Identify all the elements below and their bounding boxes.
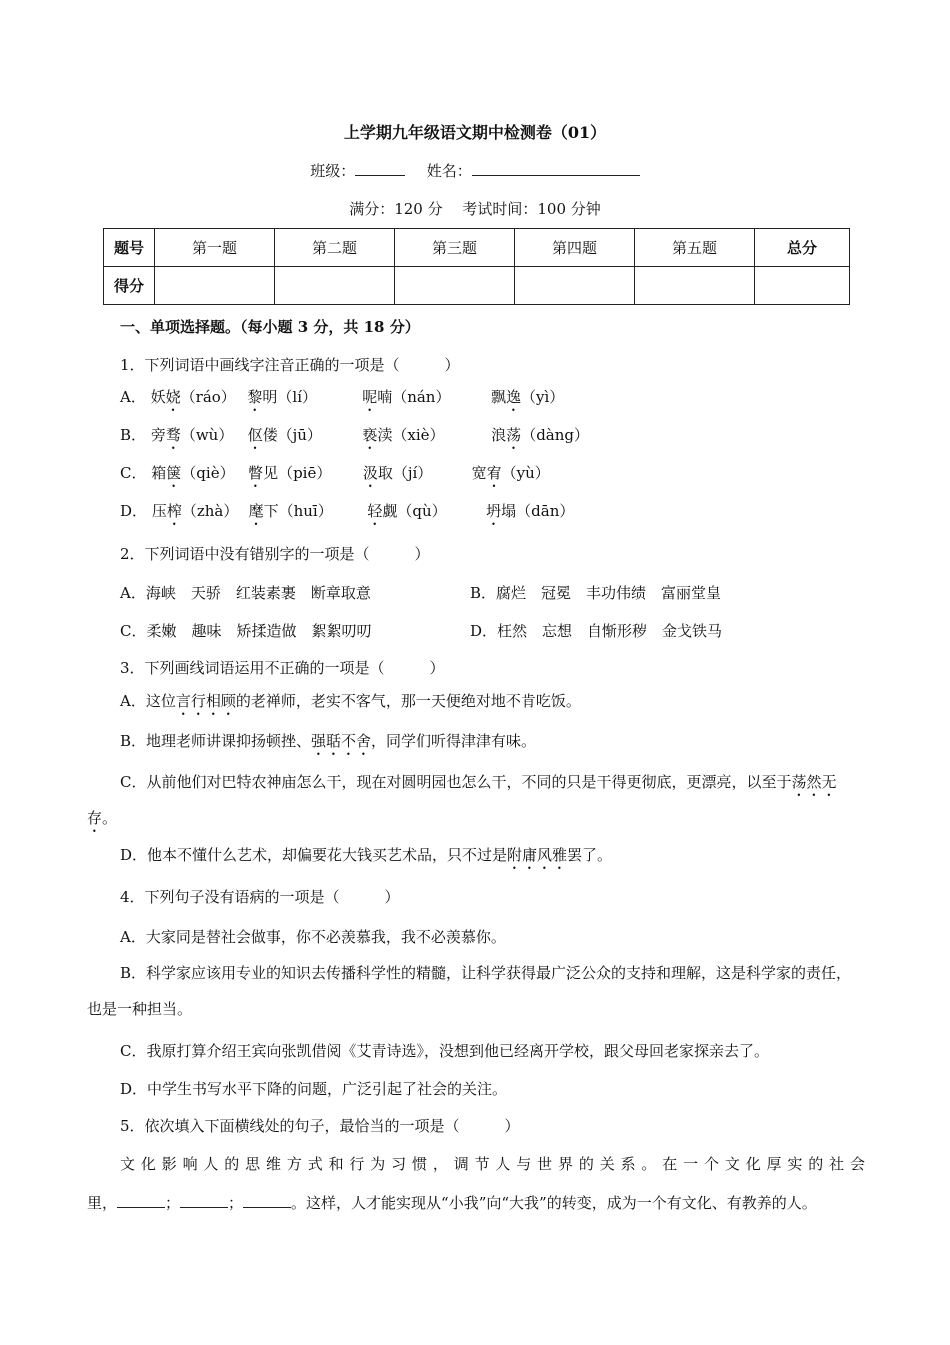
option-row[interactable] (120, 500, 574, 529)
table-cell: 第一题 (155, 229, 275, 267)
score-table-score-row (104, 267, 850, 305)
class-label: 班级： (310, 162, 356, 180)
emphasized-char: 逸 (505, 388, 521, 406)
emphasized-char: 黎 (247, 388, 263, 406)
option-item (151, 386, 243, 415)
option-text: 偻（jū） (262, 426, 322, 444)
emphasized-char: 亵 (362, 426, 378, 444)
passage-line-1: 文化影响人的思维方式和行为习惯，调节人与世界的关系。在一个文化厚实的社会 (120, 1155, 865, 1173)
option-item (248, 462, 358, 491)
option-item (247, 386, 357, 415)
emphasized-char: 瞥 (248, 464, 264, 482)
table-cell: 第二题 (275, 229, 395, 267)
score-cell[interactable] (635, 267, 755, 305)
option-text: 见（piē） (263, 464, 332, 482)
emphasized-char: 坍 (486, 502, 502, 520)
emphasized-char: 骛 (165, 426, 181, 444)
separator: ； (228, 1194, 244, 1212)
option-text: （ráo） (180, 388, 236, 406)
option-text: 觑（qù） (382, 502, 447, 520)
option-label: C． (120, 464, 147, 482)
option-b[interactable]: B．腐烂 冠冕 丰功伟绩 富丽堂皇 (470, 584, 722, 602)
score-cell[interactable] (755, 267, 850, 305)
option-row[interactable] (120, 424, 589, 453)
passage-line-2 (87, 1192, 817, 1213)
fill-blank[interactable] (180, 1193, 228, 1208)
emphasized-char: 汲 (362, 464, 378, 482)
option-text: C．从前他们对巴特农神庙怎么干，现在对圆明园也怎么干，不同的只是干得更彻底，更漂亮，以至于 (120, 773, 792, 791)
option-d[interactable]: D．中学生书写水平下降的问题，广泛引起了社会的关注。 (120, 1080, 508, 1098)
emphasized-phrase: 言行相顾 (175, 692, 236, 710)
option-text: （dàng） (521, 426, 589, 444)
score-table-header-row (104, 229, 850, 267)
name-label: 姓名： (426, 162, 472, 180)
score-cell[interactable] (155, 267, 275, 305)
score-info: 满分：120 分 考试时间：100 分钟 (349, 200, 601, 218)
option-a[interactable] (120, 690, 581, 719)
score-cell[interactable] (275, 267, 395, 305)
option-item (491, 386, 564, 415)
passage-text: 里， (87, 1194, 118, 1212)
question-stem: 2．下列词语中没有错别字的一项是（ ） (120, 545, 430, 563)
table-cell: 第五题 (635, 229, 755, 267)
option-text: （zhà） (181, 502, 239, 520)
option-label: A． (120, 388, 146, 406)
question-stem: 4．下列句子没有语病的一项是（ ） (120, 888, 400, 906)
option-item (367, 500, 481, 529)
option-text: （qiè） (181, 464, 235, 482)
option-row[interactable] (120, 462, 550, 491)
passage-text: 。这样，人才能实现从“小我”向“大我”的转变，成为一个有文化、有教养的人。 (291, 1194, 817, 1212)
option-text: （wù） (180, 426, 234, 444)
option-text: 旁 (150, 426, 166, 444)
option-item (363, 462, 467, 491)
option-text: 下（huī） (263, 502, 333, 520)
emphasized-char: 轻 (367, 502, 383, 520)
option-d[interactable] (120, 844, 612, 873)
option-text: （yù） (501, 464, 550, 482)
option-c[interactable]: C．柔嫩 趣味 矫揉造做 絮絮叨叨 (120, 622, 372, 640)
option-text: B．地理老师讲课抑扬顿挫、 (120, 732, 312, 750)
question-stem: 5．依次填入下面横线处的句子，最恰当的一项是（ ） (120, 1117, 520, 1135)
emphasized-char: 榨 (166, 502, 182, 520)
option-text: 明（lí） (262, 388, 318, 406)
option-text: 妖 (150, 388, 166, 406)
option-text: 箱 (151, 464, 167, 482)
emphasized-char: 荡 (506, 426, 522, 444)
emphasized-phrase: 荡然无存 (87, 773, 837, 827)
option-item (248, 424, 358, 453)
option-text: D．他本不懂什么艺术，却偏要花大钱买艺术品，只不过是 (120, 846, 508, 864)
table-cell: 总分 (755, 229, 850, 267)
table-cell: 得分 (104, 267, 155, 305)
option-text: 塌（dān） (501, 502, 575, 520)
option-item (152, 500, 244, 529)
option-item (486, 500, 574, 529)
option-b[interactable]: B．科学家应该用专业的知识去传播科学性的精髓，让科学获得最广泛公众的支持和理解，这是科学家的责任，也是一种担当。 (87, 964, 852, 1018)
option-item (151, 462, 243, 491)
option-text: 。 (102, 809, 118, 827)
option-d[interactable]: D．枉然 忘想 自惭形秽 金戈铁马 (470, 622, 723, 640)
option-text: 罢了。 (567, 846, 613, 864)
option-text: A．这位 (120, 692, 176, 710)
option-item (491, 424, 589, 453)
option-text: 渎（xiè） (377, 426, 445, 444)
fill-blank[interactable] (117, 1193, 165, 1208)
emphasized-char: 伛 (247, 426, 263, 444)
emphasized-char: 呢 (362, 388, 378, 406)
emphasized-phrase: 附庸风雅 (507, 846, 568, 864)
emphasized-char: 宥 (486, 464, 502, 482)
question-stem: 3．下列画线词语运用不正确的一项是（ ） (120, 659, 445, 677)
emphasized-char: 娆 (165, 388, 181, 406)
option-text: 宽 (471, 464, 487, 482)
option-label: D． (120, 502, 148, 520)
score-cell[interactable] (395, 267, 515, 305)
option-row[interactable] (120, 386, 564, 415)
option-text: 喃（nán） (377, 388, 451, 406)
option-b[interactable] (120, 730, 536, 759)
student-info-line (0, 160, 950, 181)
fill-blank[interactable] (243, 1193, 291, 1208)
option-item (362, 424, 486, 453)
emphasized-char: 麾 (248, 502, 264, 520)
table-cell: 题号 (104, 229, 155, 267)
option-label: B． (120, 426, 147, 444)
emphasized-char: 箧 (166, 464, 182, 482)
option-text: ，同学们听得津津有味。 (371, 732, 537, 750)
name-blank[interactable] (472, 161, 640, 176)
separator: ； (165, 1194, 181, 1212)
section-heading: 一、单项选择题。（每小题 3 分，共 18 分） (120, 318, 420, 336)
question-stem: 1．下列词语中画线字注音正确的一项是（ ） (120, 356, 460, 374)
score-cell[interactable] (515, 267, 635, 305)
option-item (151, 424, 243, 453)
option-item (362, 386, 486, 415)
option-item (472, 462, 550, 491)
option-text: （yì） (521, 388, 565, 406)
option-c[interactable] (87, 764, 865, 836)
option-a[interactable]: A．大家同是替社会做事，你不必羡慕我，我不必羡慕你。 (120, 928, 506, 946)
option-text: 的老禅师，老实不客气，那一天便绝对地不肯吃饭。 (235, 692, 581, 710)
page-title: 上学期九年级语文期中检测卷（01） (343, 123, 607, 142)
option-text: 取（jí） (377, 464, 433, 482)
option-text: 压 (151, 502, 167, 520)
option-a[interactable]: A．海峡 天骄 红装素裹 断章取意 (120, 584, 371, 602)
table-cell: 第三题 (395, 229, 515, 267)
score-table (103, 228, 850, 305)
option-c[interactable]: C．我原打算介绍王宾向张凯借阅《艾青诗选》，没想到他已经离开学校，跟父母回老家探亲去了。 (120, 1042, 769, 1060)
class-blank[interactable] (355, 161, 405, 176)
option-text: 飘 (490, 388, 506, 406)
table-cell: 第四题 (515, 229, 635, 267)
emphasized-phrase: 强聒不舍 (311, 732, 372, 750)
option-item (249, 500, 363, 529)
option-text: 浪 (491, 426, 507, 444)
